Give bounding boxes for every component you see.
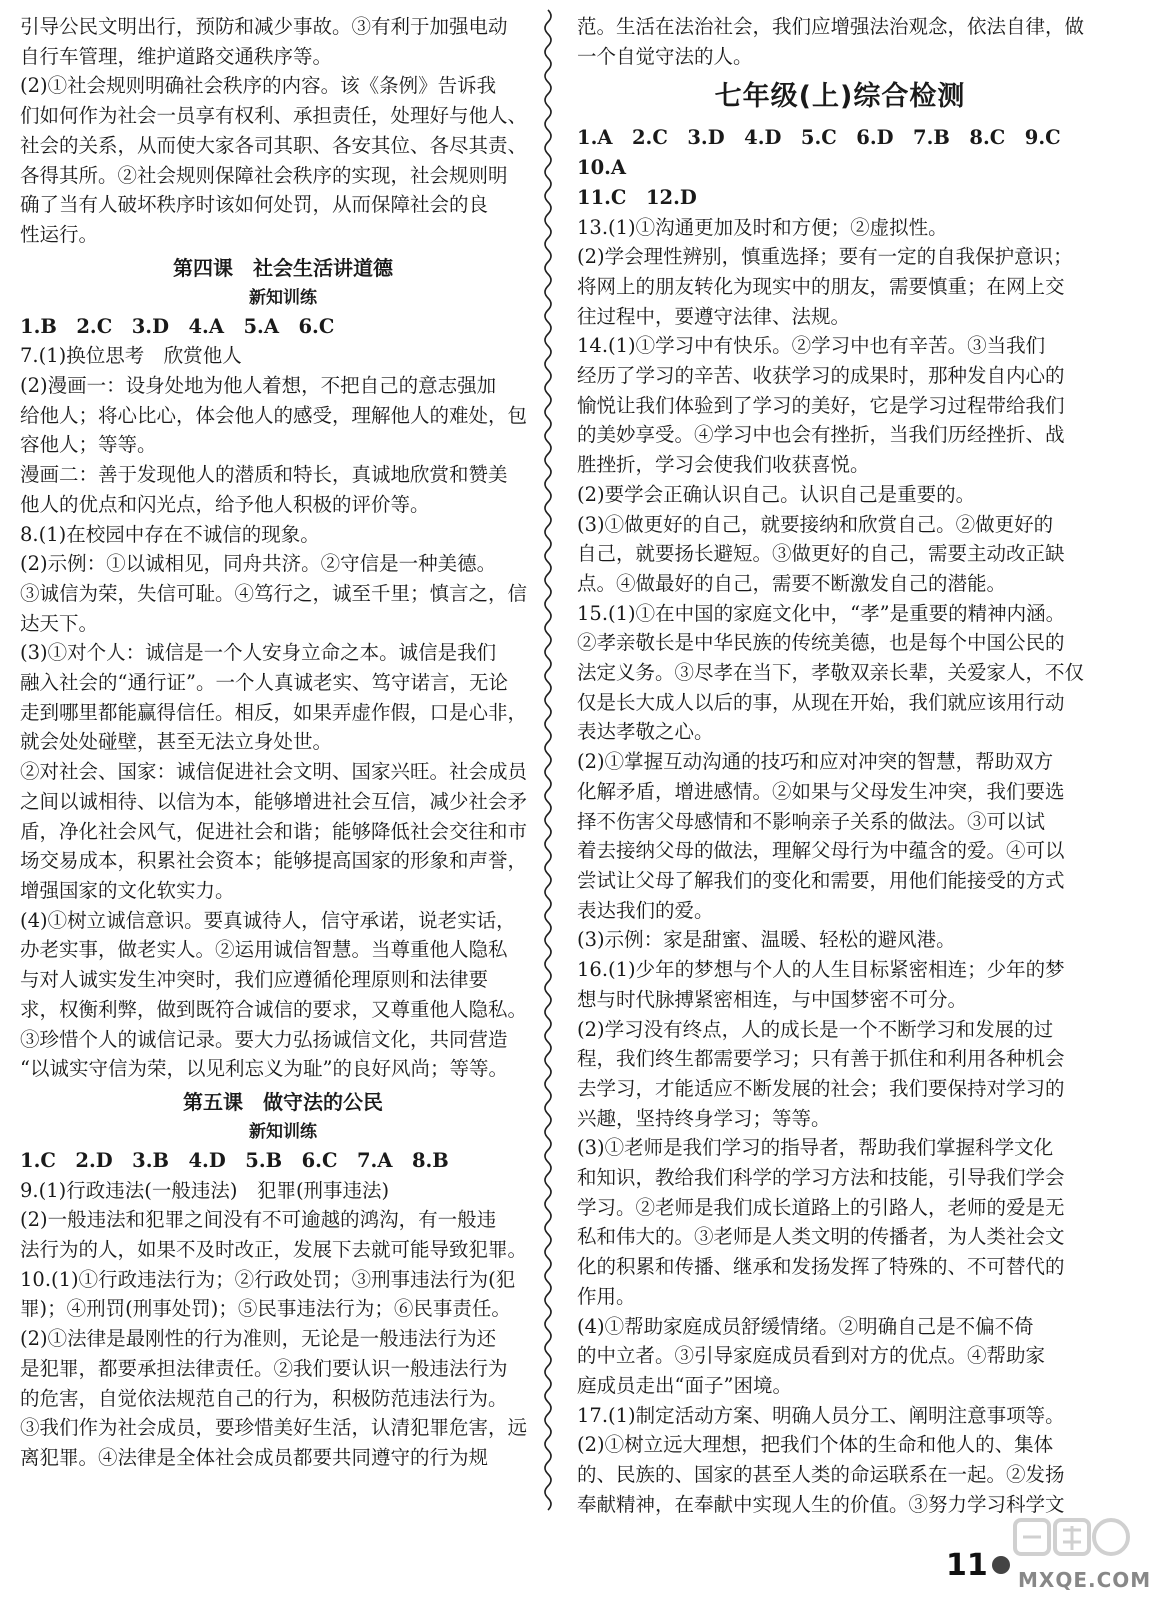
text-line: 尝试让父母了解我们的变化和需要，用他们能接受的方式 [577, 868, 1065, 892]
text-line: 8.(1)在校园中存在不诚信的现象。 [20, 522, 320, 546]
text-line: 胜挫折，学习会使我们收获喜悦。 [577, 453, 870, 477]
lesson4-answers [20, 341, 546, 1084]
text-line: 仅是长大成人以后的事，从现在开始，我们就应该用行动 [577, 690, 1065, 714]
text-line: 化解矛盾，增进感情。②如果与父母发生冲突，我们要选 [577, 779, 1065, 803]
text-line: 经历了学习的辛苦、收获学习的成果时，那种发自内心的 [577, 364, 1065, 388]
text-line: 将网上的朋友转化为现实中的朋友，需要慎重；在网上交 [577, 274, 1065, 298]
lesson4-subtitle: 新知训练 [249, 287, 317, 308]
text-line: ③诚信为荣，失信可耻。④笃行之，诚至千里；慎言之，信 [20, 581, 528, 605]
lesson5-subtitle: 新知训练 [249, 1121, 317, 1142]
watermark-text: MXQE.COM [1018, 1568, 1151, 1592]
text-line: 表达孝敬之心。 [577, 720, 714, 744]
text-line: ③我们作为社会成员，要珍惜美好生活，认清犯罪危害，远 [20, 1416, 528, 1440]
lesson5-answers [20, 1176, 546, 1473]
text-line: 17.(1)制定活动方案、明确人员分工、阐明注意事项等。 [577, 1403, 1065, 1427]
text-line: 法行为的人，如果不及时改正，发展下去就可能导致犯罪。 [20, 1238, 528, 1262]
text-line: 择不伤害父母感情和不影响亲子关系的做法。③可以试 [577, 809, 1046, 833]
text-line: 点。④做最好的自己，需要不断激发自己的潜能。 [577, 571, 1007, 595]
lesson5-mc-answers: 1.C 2.D 3.B 4.D 5.B 6.C 7.A 8.B [20, 1148, 449, 1172]
text-line: 愉悦让我们体验到了学习的美好，它是学习过程带给我们 [577, 393, 1065, 417]
text-line: 10.(1)①行政违法行为；②行政处罚；③刑事违法行为(犯 [20, 1267, 516, 1291]
text-line: 走到哪里都能赢得信任。相反，如果弄虚作假，口是心非， [20, 700, 528, 724]
text-line: 往过程中，要遵守法律、法规。 [577, 304, 851, 328]
text-line: 法定义务。③尽孝在当下，孝敬双亲长辈，关爱家人，不仅 [577, 661, 1085, 685]
lesson5-title: 第五课 做守法的公民 [183, 1089, 383, 1114]
text-line: 是犯罪，都要承担法律责任。②我们要认识一般违法行为 [20, 1356, 508, 1380]
text-line: 奉献精神，在奉献中实现人生的价值。③努力学习科学文 [577, 1492, 1065, 1516]
text-line: 之间以诚相待、以信为本，能够增进社会互信，减少社会矛 [20, 789, 528, 813]
text-line: (2)示例：①以诚相见，同舟共济。②守信是一种美德。 [20, 552, 497, 576]
left-intro [20, 12, 546, 250]
text-line: (2)①社会规则明确社会秩序的内容。该《条例》告诉我 [20, 74, 497, 98]
text-line: (2)学会理性辨别，慎重选择；要有一定的自我保护意识； [577, 245, 1073, 269]
right-column [577, 12, 1103, 1519]
text-line: ②孝亲敬长是中华民族的传统美德，也是每个中国公民的 [577, 631, 1065, 655]
text-line: (4)①帮助家庭成员舒缓情绪。②明确自己是不偏不倚 [577, 1314, 1034, 1338]
text-line: 和知识，教给我们科学的学习方法和技能，引导我们学会 [577, 1166, 1065, 1190]
text-line: 作用。 [577, 1284, 636, 1308]
left-column [20, 12, 546, 1473]
text-line: 着去接纳父母的做法，理解父母行为中蕴含的爱。④可以 [577, 839, 1065, 863]
text-line: (3)①对个人：诚信是一个人安身立命之本。诚信是我们 [20, 641, 497, 665]
exam-answers [577, 213, 1103, 1520]
text-line: (2)漫画一：设身处地为他人着想，不把自己的意志强加 [20, 374, 497, 398]
text-line: 13.(1)①沟通更加及时和方便；②虚拟性。 [577, 215, 948, 239]
text-line: 社会的关系，从而使大家各司其职、各安其位、各尽其责、 [20, 133, 528, 157]
text-line: (2)学习没有终点，人的成长是一个不断学习和发展的过 [577, 1017, 1054, 1041]
text-line: 私和伟大的。③老师是人类文明的传播者，为人类社会文 [577, 1225, 1065, 1249]
text-line: 离犯罪。④法律是全体社会成员都要共同遵守的行为规 [20, 1445, 489, 1469]
text-line: 罪)；④刑罚(刑事处罚)；⑤民事违法行为；⑥民事责任。 [20, 1297, 511, 1321]
text-line: 盾，净化社会风气，促进社会和谐；能够降低社会交往和市 [20, 819, 528, 843]
text-line: 化的积累和传播、继承和发扬发挥了特殊的、不可替代的 [577, 1255, 1065, 1279]
text-line: (3)①做更好的自己，就要接纳和欣赏自己。②做更好的 [577, 512, 1054, 536]
text-line: ②对社会、国家：诚信促进社会文明、国家兴旺。社会成员 [20, 760, 528, 784]
text-line: 们如何作为社会一员享有权利、承担责任，处理好与他人、 [20, 104, 528, 128]
text-line: (2)要学会正确认识自己。认识自己是重要的。 [577, 482, 976, 506]
exam-title: 七年级(上)综合检测 [714, 81, 966, 113]
lesson4-title: 第四课 社会生活讲道德 [173, 255, 393, 280]
page-number: 11 [946, 1548, 988, 1583]
text-line: 性运行。 [20, 222, 99, 246]
text-line: 容他人；等等。 [20, 433, 157, 457]
text-line: 范。生活在法治社会，我们应增强法治观念，依法自律，做 [577, 15, 1085, 38]
text-line: 的、民族的、国家的甚至人类的命运联系在一起。②发扬 [577, 1463, 1065, 1487]
text-line: 达天下。 [20, 611, 99, 635]
text-line: 程，我们终生都需要学习；只有善于抓住和利用各种机会 [577, 1047, 1065, 1071]
text-line: 漫画二：善于发现他人的潜质和特长，真诚地欣赏和赞美 [20, 463, 508, 487]
text-line: 14.(1)①学习中有快乐。②学习中也有辛苦。③当我们 [577, 334, 1046, 358]
text-line: “以诚实守信为荣，以见利忘义为耻”的良好风尚；等等。 [20, 1057, 508, 1081]
lesson4-mc-answers: 1.B 2.C 3.D 4.A 5.A 6.C [20, 314, 335, 338]
text-line: 的中立者。③引导家庭成员看到对方的优点。④帮助家 [577, 1344, 1046, 1368]
text-line: 去学习，才能适应不断发展的社会；我们要保持对学习的 [577, 1076, 1065, 1100]
text-line: 确了当有人破坏秩序时该如何处罚，从而保障社会的良 [20, 193, 489, 217]
text-line: 7.(1)换位思考 欣赏他人 [20, 344, 242, 368]
right-intro [577, 12, 1103, 71]
text-line: 增强国家的文化软实力。 [20, 878, 235, 902]
text-line: 办老实事，做老实人。②运用诚信智慧。当尊重他人隐私 [20, 938, 508, 962]
text-line: 求，权衡利弊，做到既符合诚信的要求，又尊重他人隐私。 [20, 997, 528, 1021]
text-line: (4)①树立诚信意识。要真诚待人，信守承诺，说老实话， [20, 908, 516, 932]
text-line: 15.(1)①在中国的家庭文化中，“孝”是重要的精神内涵。 [577, 601, 1066, 625]
text-line: 场交易成本，积累社会资本；能够提高国家的形象和声誉， [20, 849, 528, 873]
text-line: (3)①老师是我们学习的指导者，帮助我们掌握科学文化 [577, 1136, 1054, 1160]
text-line: 16.(1)少年的梦想与个人的人生目标紧密相连；少年的梦 [577, 958, 1065, 982]
text-line: 一个自觉守法的人。 [577, 44, 753, 68]
text-line: (2)①树立远大理想，把我们个体的生命和他人的、集体 [577, 1433, 1054, 1457]
text-line: 自己，就要扬长避短。③做更好的自己，需要主动改正缺 [577, 542, 1065, 566]
text-line: 兴趣，坚持终身学习；等等。 [577, 1106, 831, 1130]
text-line: 与对人诚实发生冲突时，我们应遵循伦理原则和法律要 [20, 968, 489, 992]
text-line: 的危害，自觉依法规范自己的行为，积极防范违法行为。 [20, 1386, 508, 1410]
text-line: 他人的优点和闪光点，给予他人积极的评价等。 [20, 492, 430, 516]
text-line: 庭成员走出“面子”困境。 [577, 1373, 792, 1397]
text-line: (2)一般违法和犯罪之间没有不可逾越的鸿沟，有一般违 [20, 1208, 497, 1232]
text-line: 融入社会的“通行证”。一个人真诚老实、笃守诺言，无论 [20, 671, 508, 695]
text-line: 自行车管理，维护道路交通秩序等。 [20, 44, 333, 68]
text-line: (3)示例：家是甜蜜、温暖、轻松的避风港。 [577, 928, 956, 952]
text-line: 的美妙享受。④学习中也会有挫折，当我们历经挫折、战 [577, 423, 1065, 447]
text-line: 表达我们的爱。 [577, 898, 714, 922]
text-line: 就会处处碰壁，甚至无法立身处世。 [20, 730, 333, 754]
text-line: 学习。②老师是我们成长道路上的引路人，老师的爱是无 [577, 1195, 1065, 1219]
text-line: 想与时代脉搏紧密相连，与中国梦密不可分。 [577, 987, 968, 1011]
text-line: 各得其所。②社会规则保障社会秩序的实现，社会规则明 [20, 163, 508, 187]
text-line: (2)①法律是最刚性的行为准则，无论是一般违法行为还 [20, 1327, 497, 1351]
text-line: 给他人；将心比心，体会他人的感受，理解他人的难处，包 [20, 403, 528, 427]
text-line: 9.(1)行政违法(一般违法) 犯罪(刑事违法) [20, 1178, 390, 1202]
exam-mc-answers-row1: 1.A 2.C 3.D 4.D 5.C 6.D 7.B 8.C 9.C 10.A [577, 126, 1081, 180]
text-line: (2)①掌握互动沟通的技巧和应对冲突的智慧，帮助双方 [577, 750, 1054, 774]
column-divider [541, 10, 555, 1500]
text-line: ③珍惜个人的诚信记录。要大力弘扬诚信文化，共同营造 [20, 1027, 508, 1051]
exam-mc-answers-row2: 11.C 12.D [577, 185, 697, 209]
text-line: 引导公民文明出行，预防和减少事故。③有利于加强电动 [20, 15, 508, 38]
